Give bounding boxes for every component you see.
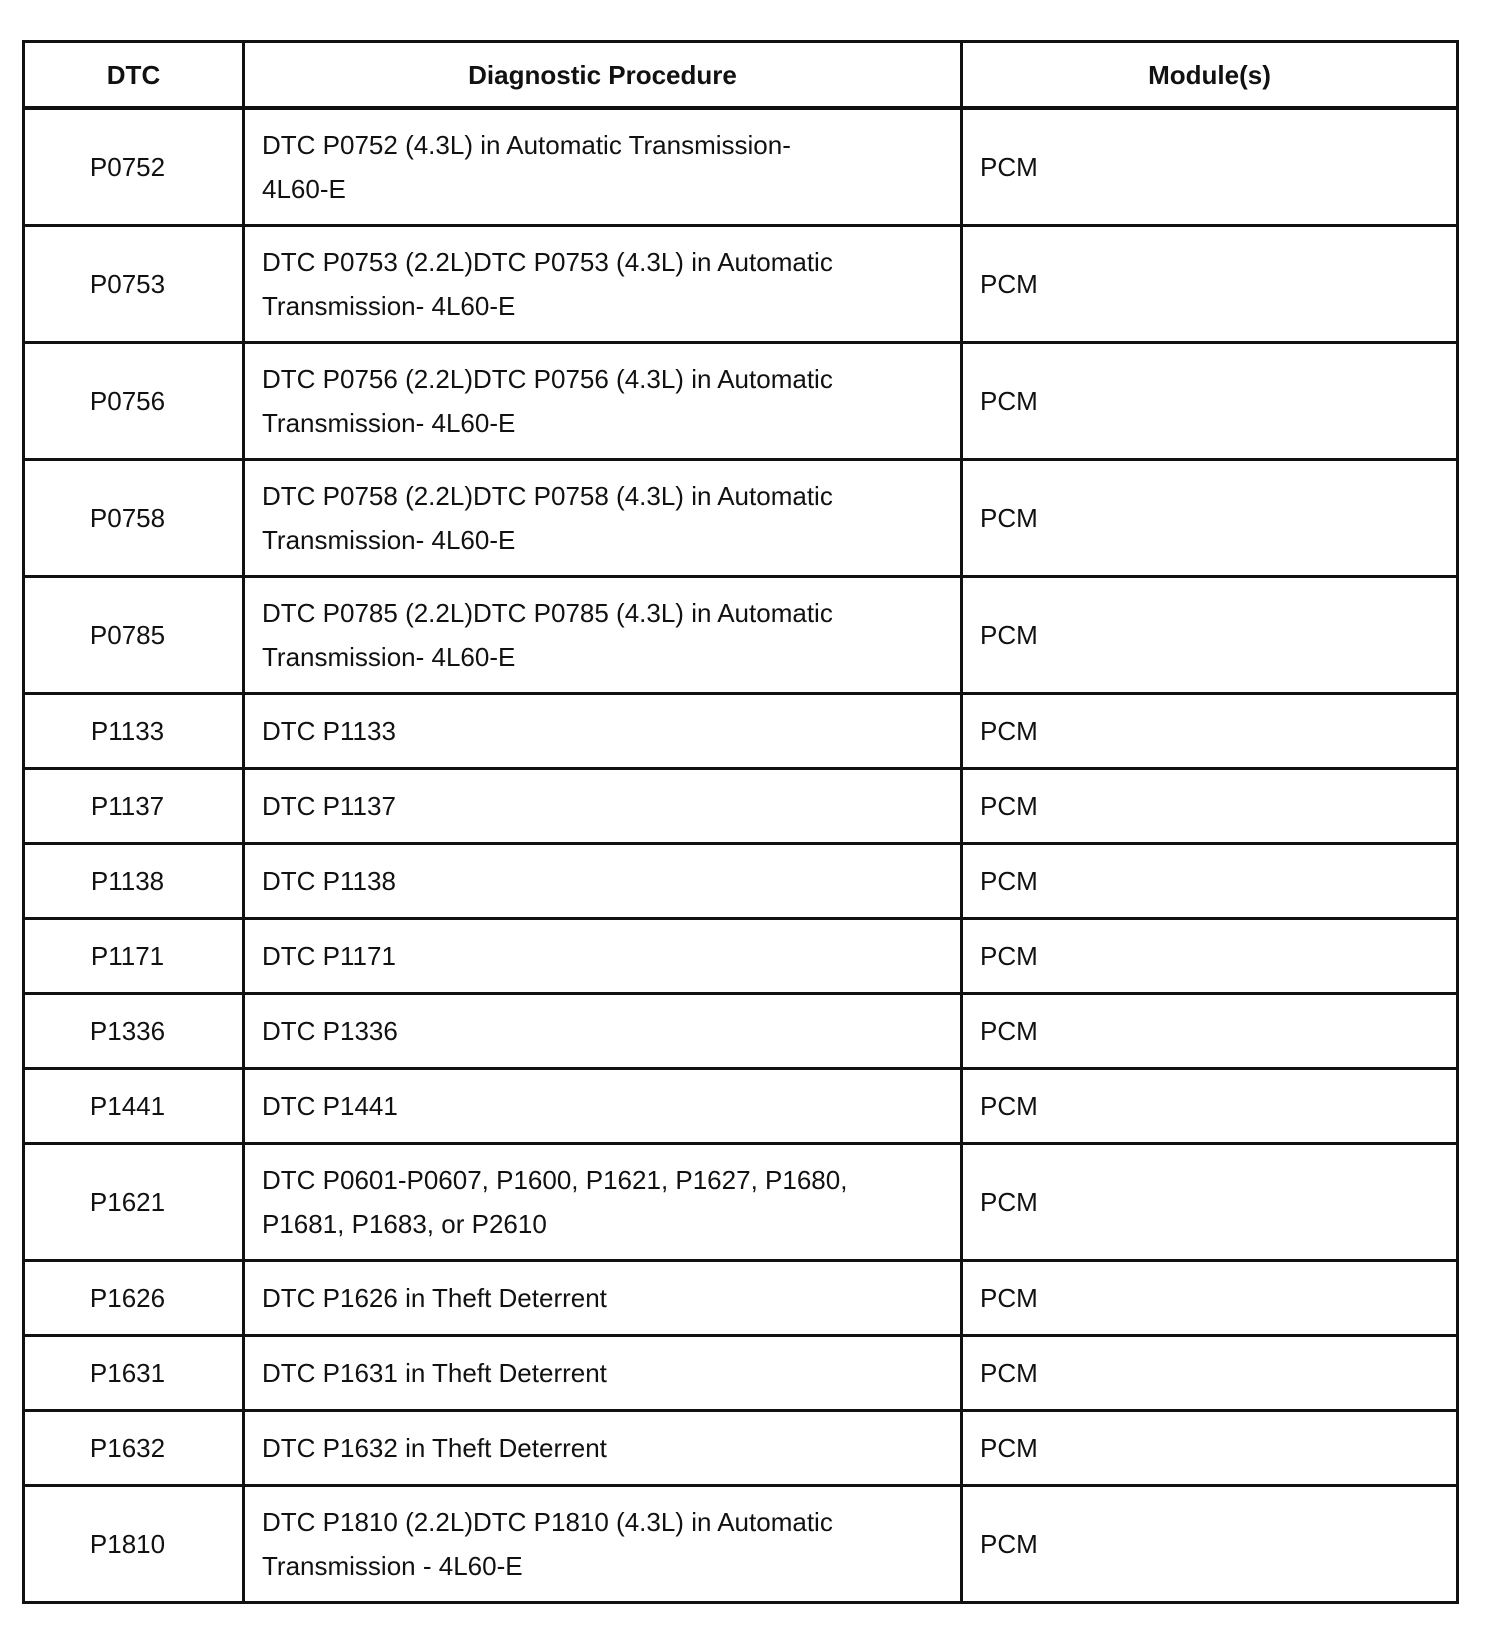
table-header-row	[24, 42, 1458, 109]
table-row	[24, 1261, 1458, 1336]
module-cell: PCM	[962, 1411, 1458, 1486]
table-row	[24, 694, 1458, 769]
diagnostic-procedure-cell: DTC P1626 in Theft Deterrent	[244, 1261, 962, 1336]
table-row	[24, 226, 1458, 343]
dtc-table	[22, 40, 1459, 1604]
dtc-code-cell: P0785	[24, 577, 244, 694]
table-row	[24, 919, 1458, 994]
diagnostic-procedure-cell: DTC P1336	[244, 994, 962, 1069]
diagnostic-procedure-cell: DTC P1810 (2.2L)DTC P1810 (4.3L) in Automatic Transmission - 4L60-E	[244, 1486, 962, 1603]
table-row	[24, 343, 1458, 460]
dtc-code-cell: P0752	[24, 108, 244, 226]
diagnostic-procedure-cell: DTC P1632 in Theft Deterrent	[244, 1411, 962, 1486]
table-row	[24, 1336, 1458, 1411]
diagnostic-procedure-cell: DTC P1631 in Theft Deterrent	[244, 1336, 962, 1411]
header-modules: Module(s)	[962, 42, 1458, 109]
table-row	[24, 844, 1458, 919]
diagnostic-procedure-cell: DTC P1171	[244, 919, 962, 994]
table-row	[24, 1144, 1458, 1261]
module-cell: PCM	[962, 343, 1458, 460]
table-row	[24, 1069, 1458, 1144]
dtc-code-cell: P1336	[24, 994, 244, 1069]
dtc-code-cell: P1138	[24, 844, 244, 919]
table-row	[24, 1411, 1458, 1486]
header-dtc: DTC	[24, 42, 244, 109]
diagnostic-procedure-cell: DTC P0601-P0607, P1600, P1621, P1627, P1680, P1681, P1683, or P2610	[244, 1144, 962, 1261]
header-diagnostic-procedure: Diagnostic Procedure	[244, 42, 962, 109]
table-body	[24, 108, 1458, 1603]
dtc-code-cell: P1133	[24, 694, 244, 769]
diagnostic-procedure-cell: DTC P0752 (4.3L) in Automatic Transmission- 4L60-E	[244, 108, 962, 226]
dtc-code-cell: P1171	[24, 919, 244, 994]
dtc-code-cell: P0758	[24, 460, 244, 577]
module-cell: PCM	[962, 994, 1458, 1069]
diagnostic-procedure-cell: DTC P0758 (2.2L)DTC P0758 (4.3L) in Automatic Transmission- 4L60-E	[244, 460, 962, 577]
table-row	[24, 994, 1458, 1069]
module-cell: PCM	[962, 226, 1458, 343]
module-cell: PCM	[962, 1336, 1458, 1411]
table-row	[24, 108, 1458, 226]
diagnostic-procedure-cell: DTC P1138	[244, 844, 962, 919]
dtc-code-cell: P1632	[24, 1411, 244, 1486]
table-row	[24, 769, 1458, 844]
dtc-code-cell: P1631	[24, 1336, 244, 1411]
diagnostic-procedure-cell: DTC P1137	[244, 769, 962, 844]
module-cell: PCM	[962, 577, 1458, 694]
dtc-code-cell: P0753	[24, 226, 244, 343]
dtc-code-cell: P1621	[24, 1144, 244, 1261]
module-cell: PCM	[962, 844, 1458, 919]
module-cell: PCM	[962, 1069, 1458, 1144]
diagnostic-procedure-cell: DTC P0753 (2.2L)DTC P0753 (4.3L) in Automatic Transmission- 4L60-E	[244, 226, 962, 343]
table-row	[24, 577, 1458, 694]
diagnostic-procedure-cell: DTC P0785 (2.2L)DTC P0785 (4.3L) in Automatic Transmission- 4L60-E	[244, 577, 962, 694]
diagnostic-procedure-cell: DTC P1133	[244, 694, 962, 769]
module-cell: PCM	[962, 1486, 1458, 1603]
module-cell: PCM	[962, 919, 1458, 994]
module-cell: PCM	[962, 1144, 1458, 1261]
table-row	[24, 460, 1458, 577]
diagnostic-procedure-cell: DTC P0756 (2.2L)DTC P0756 (4.3L) in Automatic Transmission- 4L60-E	[244, 343, 962, 460]
module-cell: PCM	[962, 108, 1458, 226]
dtc-table-container	[22, 40, 1456, 1604]
dtc-code-cell: P1810	[24, 1486, 244, 1603]
dtc-code-cell: P0756	[24, 343, 244, 460]
module-cell: PCM	[962, 460, 1458, 577]
dtc-code-cell: P1137	[24, 769, 244, 844]
dtc-code-cell: P1441	[24, 1069, 244, 1144]
dtc-code-cell: P1626	[24, 1261, 244, 1336]
module-cell: PCM	[962, 769, 1458, 844]
diagnostic-procedure-cell: DTC P1441	[244, 1069, 962, 1144]
module-cell: PCM	[962, 694, 1458, 769]
table-row	[24, 1486, 1458, 1603]
module-cell: PCM	[962, 1261, 1458, 1336]
